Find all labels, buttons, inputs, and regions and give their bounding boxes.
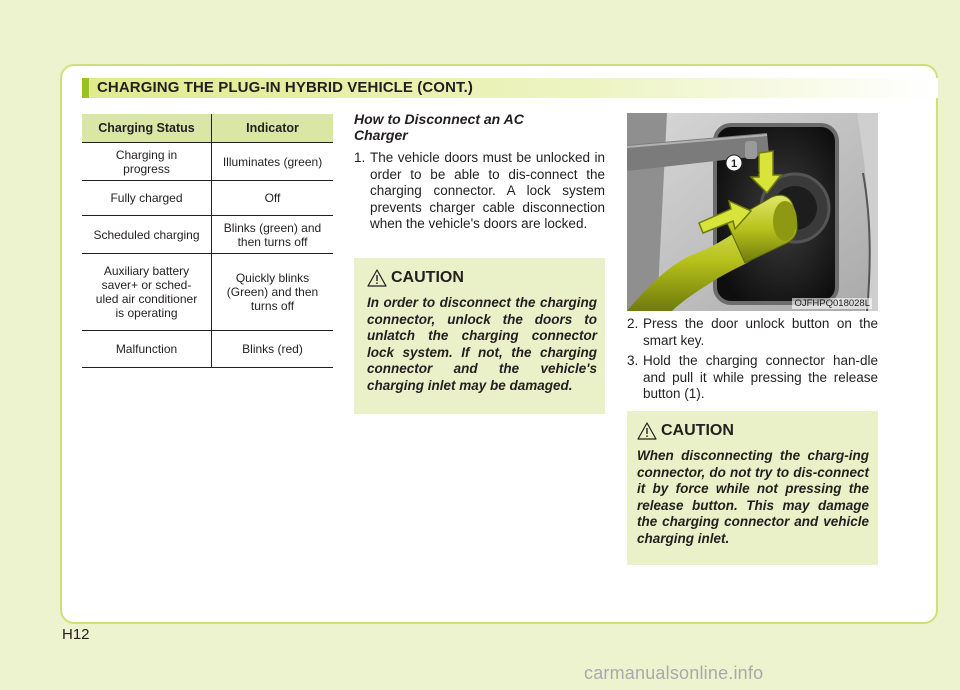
step-item [354,150,605,233]
step-number: 2. [627,316,639,331]
section-title: CHARGING THE PLUG-IN HYBRID VEHICLE (CONT.) [97,79,473,96]
table-cell-indicator: Blinks (green) and then turns off [212,216,334,254]
charging-connector-figure [627,113,878,311]
step-text: Hold the charging connector han-dle and pull it while pressing the release button (1). [643,353,878,401]
step-number: 3. [627,353,639,368]
table-row [82,181,333,216]
step-item [627,316,878,349]
table-row [82,331,333,368]
caution-box-1 [354,258,605,414]
callout-1-label: 1 [730,158,738,170]
table-cell-status: Fully charged [82,181,212,216]
warning-triangle-icon [637,422,657,440]
table-row [82,216,333,254]
caution-text: When disconnecting the charg-ing connector, do not try to dis-connect it by force while not pressing the release button. This may damage the charging connector and vehicle charging inlet. [637,448,869,546]
steps-list-left [354,150,605,237]
watermark: carmanualsonline.info [584,663,764,683]
table-row [82,254,333,331]
table-cell-indicator: Off [212,181,334,216]
warning-triangle-icon [367,269,387,287]
step-text: Press the door unlock button on the smart key. [643,316,878,348]
table-cell-indicator: Quickly blinks (Green) and then turns off [212,254,334,331]
table-cell-indicator: Illuminates (green) [212,143,334,181]
table-cell-status: Scheduled charging [82,216,212,254]
connector-illustration [627,113,878,311]
table-row [82,143,333,181]
table-cell-status: Charging in progress [82,143,212,181]
table-header-indicator: Indicator [212,114,334,143]
table-cell-status: Auxiliary battery saver+ or sched- uled air conditioner is operating [82,254,212,331]
caution-title: CAUTION [391,269,464,286]
page-number: H12 [62,626,90,643]
table-header-status: Charging Status [82,114,212,143]
steps-list-right [627,316,878,407]
figure-code: OJFHPQ018028L [794,298,870,309]
charging-status-table [82,114,333,368]
table-cell-status: Malfunction [82,331,212,368]
step-number: 1. [354,150,366,165]
step-item [627,353,878,403]
caution-box-2 [627,411,878,565]
table-cell-indicator: Blinks (red) [212,331,334,368]
caution-header [367,266,597,290]
section-header-accent [82,78,89,98]
caution-title: CAUTION [661,422,734,439]
subheading: How to Disconnect an AC Charger [354,111,524,143]
caution-header [637,419,869,443]
step-text: The vehicle doors must be unlocked in order to be able to dis-connect the charging connector. A lock system prevents charger cable disconnection when the vehicle's doors are locked. [370,150,605,231]
caution-text: In order to disconnect the charging connector, unlock the doors to unlatch the charging connector lock system. If not, the charging connector and the vehicle's charging inlet may be damaged. [367,295,597,393]
